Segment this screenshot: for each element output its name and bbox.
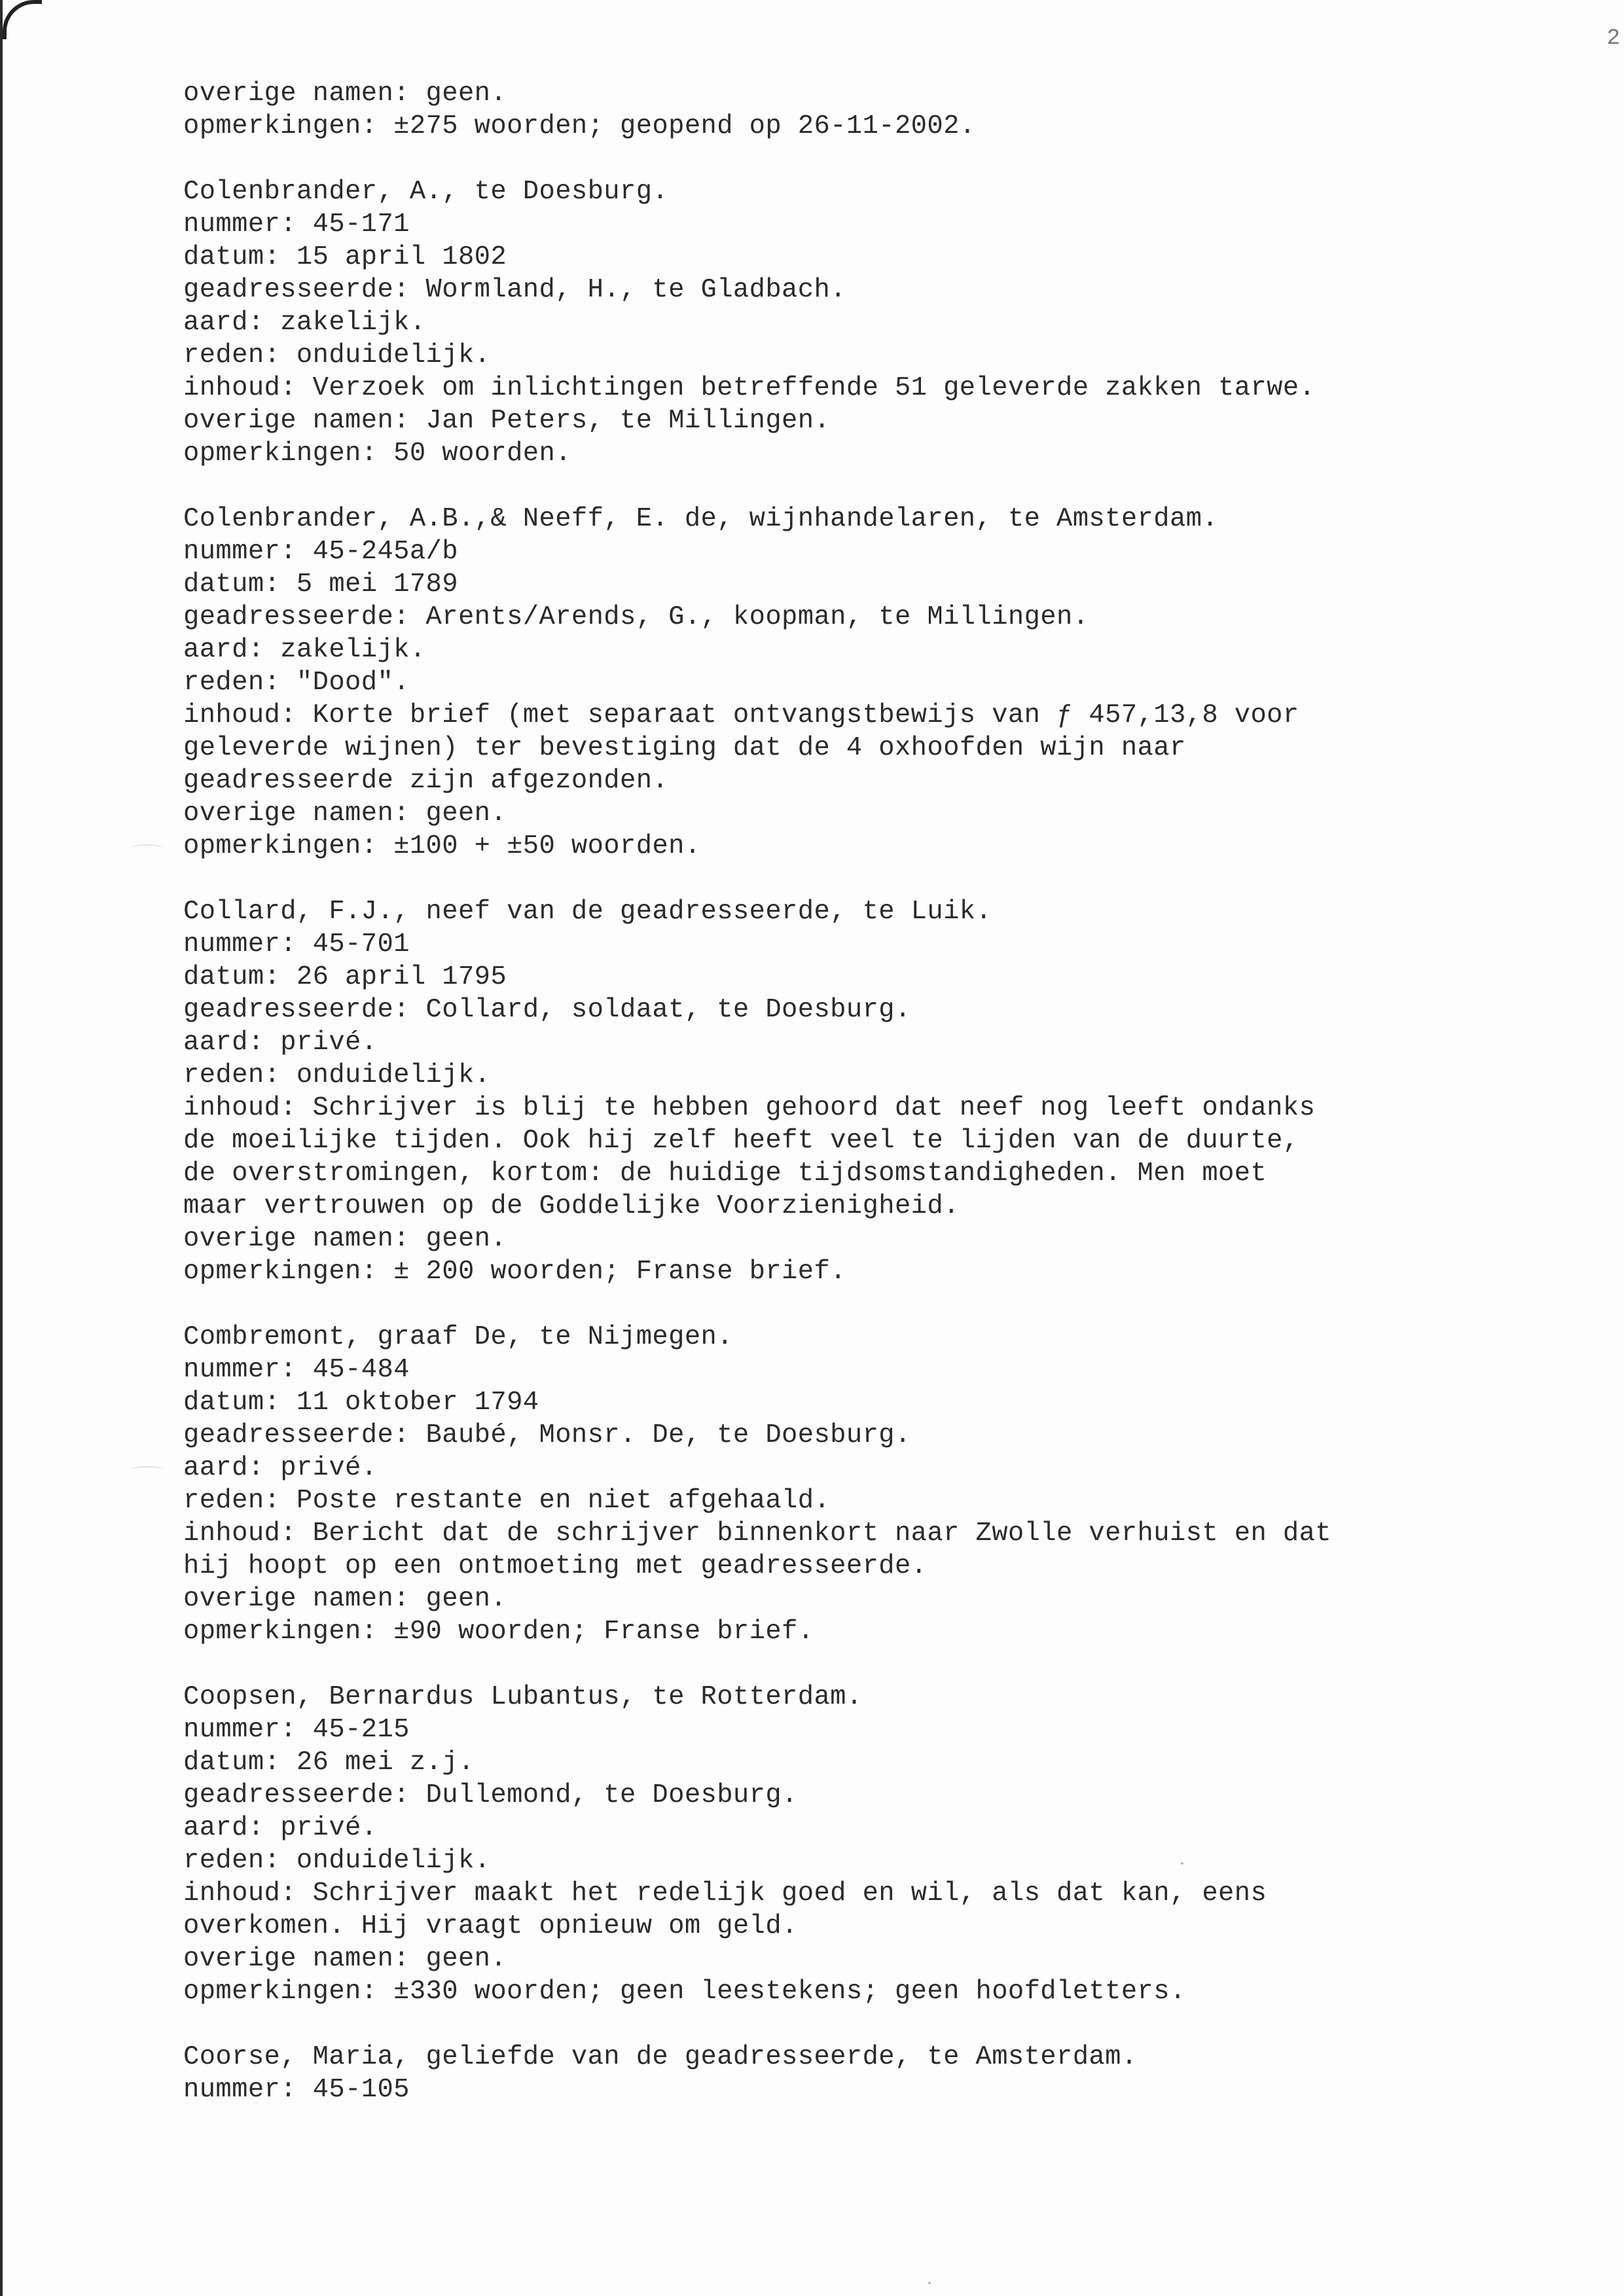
text-line: Coopsen, Bernardus Lubantus, te Rotterdam. <box>183 1682 863 1712</box>
text-line: datum: 5 mei 1789 <box>183 569 458 600</box>
text-line: overkomen. Hij vraagt opnieuw om geld. <box>183 1911 798 1941</box>
text-line: overige namen: geen. <box>183 79 507 109</box>
text-line: overige namen: geen. <box>183 1944 507 1974</box>
margin-mark <box>131 1466 164 1474</box>
text-line: reden: onduidelijk. <box>183 340 491 370</box>
text-line: aard: zakelijk. <box>183 308 426 338</box>
text-line: aard: zakelijk. <box>183 635 426 665</box>
text-line: datum: 26 mei z.j. <box>183 1748 475 1778</box>
page-corner-mark <box>3 0 42 39</box>
blank-line <box>183 143 1545 175</box>
text-line: geadresseerde: Dullemond, te Doesburg. <box>183 1780 798 1810</box>
text-line: nummer: 45-105 <box>183 2075 410 2105</box>
text-line: aard: privé. <box>183 1813 378 1843</box>
text-line: maar vertrouwen op de Goddelijke Voorzienigheid. <box>183 1191 960 1221</box>
text-line: Coorse, Maria, geliefde van de geadresseerde, te Amsterdam. <box>183 2042 1138 2072</box>
text-line: inhoud: Schrijver is blij te hebben gehoord dat neef nog leeft ondanks <box>183 1093 1316 1123</box>
text-line: nummer: 45-245a/b <box>183 537 458 567</box>
text-line: hij hoopt op een ontmoeting met geadresseerde. <box>183 1551 928 1581</box>
blank-line <box>183 1288 1545 1321</box>
text-line: inhoud: Schrijver maakt het redelijk goed en wil, als dat kan, eens <box>183 1878 1267 1909</box>
text-line: nummer: 45-484 <box>183 1355 410 1385</box>
blank-line <box>183 1648 1545 1681</box>
text-line: datum: 15 april 1802 <box>183 242 507 272</box>
text-line: Colenbrander, A.B.,& Neeff, E. de, wijnhandelaren, te Amsterdam. <box>183 504 1219 534</box>
text-line: opmerkingen: ±275 woorden; geopend op 26-11-2002. <box>183 111 976 141</box>
text-line: reden: onduidelijk. <box>183 1846 491 1876</box>
text-line: inhoud: Korte brief (met separaat ontvangstbewijs van ƒ 457,13,8 voor <box>183 700 1299 730</box>
text-line: Combremont, graaf De, te Nijmegen. <box>183 1322 733 1352</box>
margin-mark <box>131 844 164 852</box>
text-line: overige namen: Jan Peters, te Millingen. <box>183 406 831 436</box>
text-line: nummer: 45-171 <box>183 209 410 240</box>
scan-speck <box>928 2282 931 2284</box>
text-line: datum: 26 april 1795 <box>183 962 507 992</box>
text-line: Collard, F.J., neef van de geadresseerde, te Luik. <box>183 897 992 927</box>
text-line: overige namen: geen. <box>183 1224 507 1254</box>
page-number: 2 <box>1606 26 1620 51</box>
text-line: inhoud: Verzoek om inlichtingen betreffende 51 geleverde zakken tarwe. <box>183 373 1316 403</box>
text-line: de overstromingen, kortom: de huidige tijdsomstandigheden. Men moet <box>183 1158 1267 1189</box>
text-line: reden: "Dood". <box>183 668 410 698</box>
text-line: overige namen: geen. <box>183 798 507 829</box>
text-line: opmerkingen: 50 woorden. <box>183 439 571 469</box>
text-line: geadresseerde zijn afgezonden. <box>183 766 669 796</box>
letter-register-text <box>183 77 1545 2106</box>
blank-line <box>183 863 1545 895</box>
text-line: inhoud: Bericht dat de schrijver binnenkort naar Zwolle verhuist en dat <box>183 1518 1331 1549</box>
text-line: nummer: 45-215 <box>183 1715 410 1745</box>
text-line: opmerkingen: ±90 woorden; Franse brief. <box>183 1617 814 1647</box>
text-line: nummer: 45-701 <box>183 929 410 960</box>
text-line: Colenbrander, A., te Doesburg. <box>183 177 669 207</box>
text-line: aard: privé. <box>183 1453 378 1483</box>
text-line: geadresseerde: Baubé, Monsr. De, te Doesburg. <box>183 1420 911 1450</box>
text-line: overige namen: geen. <box>183 1584 507 1614</box>
text-line: de moeilijke tijden. Ook hij zelf heeft veel te lijden van de duurte, <box>183 1126 1299 1156</box>
text-line: aard: privé. <box>183 1028 378 1058</box>
text-line: geleverde wijnen) ter bevestiging dat de 4 oxhoofden wijn naar <box>183 733 1186 763</box>
text-line: reden: Poste restante en niet afgehaald. <box>183 1486 831 1516</box>
text-line: opmerkingen: ±330 woorden; geen leestekens; geen hoofdletters. <box>183 1977 1186 2007</box>
text-line: opmerkingen: ± 200 woorden; Franse brief. <box>183 1257 846 1287</box>
text-line: datum: 11 oktober 1794 <box>183 1388 539 1418</box>
text-line: reden: onduidelijk. <box>183 1060 491 1090</box>
text-line: opmerkingen: ±100 + ±50 woorden. <box>183 831 701 861</box>
blank-line <box>183 470 1545 503</box>
text-line: geadresseerde: Collard, soldaat, te Doesburg. <box>183 995 911 1025</box>
blank-line <box>183 2008 1545 2041</box>
text-line: geadresseerde: Arents/Arends, G., koopman, te Millingen. <box>183 602 1089 632</box>
text-line: geadresseerde: Wormland, H., te Gladbach. <box>183 275 846 305</box>
